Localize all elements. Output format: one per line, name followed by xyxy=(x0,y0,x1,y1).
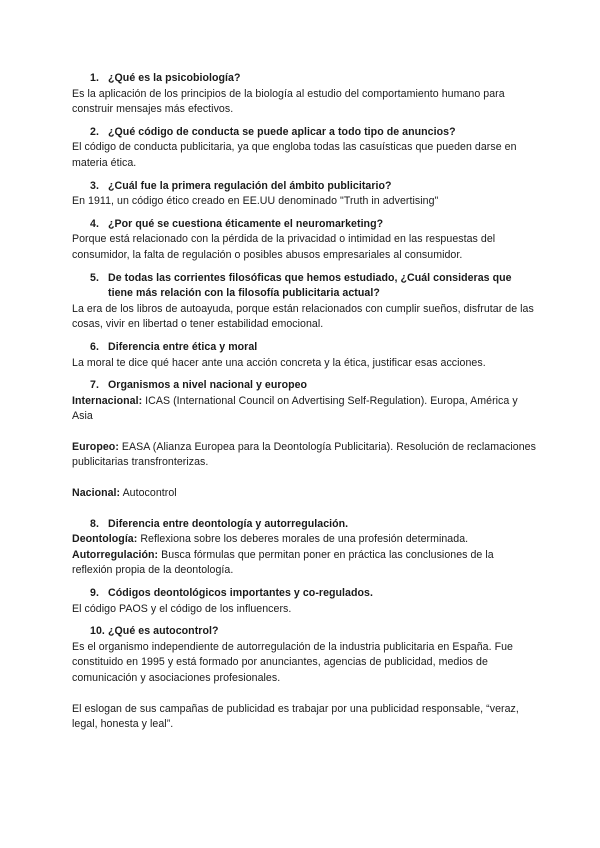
internacional-text: ICAS (International Council on Advertising Self-Regulation). Europa, América y Asia xyxy=(72,394,518,423)
question-number: 1. xyxy=(90,72,99,84)
answer-europeo xyxy=(72,440,536,471)
question-heading xyxy=(72,271,536,302)
autorregulacion-text: Busca fórmulas que permitan poner en práctica las conclusiones de la reflexión propia de la deontología. xyxy=(72,548,494,577)
question-text: Diferencia entre deontología y autorregulación. xyxy=(108,517,349,530)
question-text: ¿Cuál fue la primera regulación del ámbito publicitario? xyxy=(108,179,392,192)
answer-nacional xyxy=(72,486,536,502)
question-number: 5. xyxy=(90,271,99,284)
question-number: 8. xyxy=(90,517,99,530)
europeo-label: Europeo: xyxy=(72,440,119,453)
deontologia-text: Reflexiona sobre los deberes morales de una profesión determinada. xyxy=(140,533,469,546)
question-text: ¿Qué es la psicobiología? xyxy=(108,72,241,84)
question-heading xyxy=(72,217,536,233)
answer-autorregulacion xyxy=(72,548,536,579)
question-heading xyxy=(72,340,536,356)
europeo-text: EASA (Alianza Europea para la Deontología Publicitaria). Resolución de reclamaciones publicitarias transfronterizas. xyxy=(72,440,536,469)
question-number: 4. xyxy=(90,217,99,230)
question-number: 3. xyxy=(90,179,99,192)
answer-text: El código de conducta publicitaria, ya que engloba todas las casuísticas que pueden darse en materia ética. xyxy=(72,141,517,169)
nacional-label: Nacional: xyxy=(72,487,121,500)
question-number: 9. xyxy=(90,587,99,600)
question-heading xyxy=(72,179,536,195)
answer-text: El código PAOS y el código de los influencers. xyxy=(72,602,292,615)
question-heading xyxy=(72,378,536,394)
answer-text: Porque está relacionado con la pérdida de la privacidad o intimidad en las respuestas del consumidor, la falta de regulación o posibles abusos empresariales al consumidor. xyxy=(72,233,496,261)
question-text: Diferencia entre ética y moral xyxy=(108,340,258,353)
nacional-text: Autocontrol xyxy=(122,487,177,500)
autorregulacion-label: Autorregulación: xyxy=(72,548,159,561)
internacional-label: Internacional: xyxy=(72,394,143,407)
answer-internacional xyxy=(72,394,536,425)
question-text: Organismos a nivel nacional y europeo xyxy=(108,379,308,392)
answer-text: Es la aplicación de los principios de la biología al estudio del comportamiento humano para construir mensajes más efectivos. xyxy=(72,87,505,116)
question-heading xyxy=(72,517,536,533)
answer-text: En 1911, un código ético creado en EE.UU denominado "Truth in advertising" xyxy=(72,195,439,208)
question-number: 6. xyxy=(90,340,99,353)
question-number: 7. xyxy=(90,379,99,392)
answer-text-2: El eslogan de sus campañas de publicidad es trabajar por una publicidad responsable, “veraz, legal, honesta y leal”. xyxy=(72,702,519,731)
question-text: ¿Por qué se cuestiona éticamente el neuromarketing? xyxy=(108,217,384,230)
question-text: ¿Qué es autocontrol? xyxy=(108,625,219,638)
answer-deontologia xyxy=(72,532,536,548)
question-heading xyxy=(72,125,536,141)
question-heading xyxy=(72,71,536,87)
question-text: De todas las corrientes filosóficas que hemos estudiado, ¿Cuál consideras que tiene más relación con la filosofía publicitaria actual? xyxy=(108,271,512,300)
question-number: 10. xyxy=(90,625,105,638)
answer-text: Es el organismo independiente de autorregulación de la industria publicitaria en España. Fue constituido en 1995 y está formado por anunciantes, agencias de publicidad, medios de comunicación y asociaciones profesionales. xyxy=(72,640,513,684)
question-heading xyxy=(72,586,536,602)
question-text: ¿Qué código de conducta se puede aplicar a todo tipo de anuncios? xyxy=(108,125,456,138)
answer-text: La moral te dice qué hacer ante una acción concreta y la ética, justificar esas acciones. xyxy=(72,356,486,369)
question-heading xyxy=(72,624,536,640)
question-text: Códigos deontológicos importantes y co-regulados. xyxy=(108,587,373,600)
question-number: 2. xyxy=(90,125,99,138)
deontologia-label: Deontología: xyxy=(72,533,138,546)
answer-text: La era de los libros de autoayuda, porque están relacionados con cumplir sueños, disfrutar de las cosas, vivir en libertad o tener estabilidad emocional. xyxy=(72,302,534,331)
